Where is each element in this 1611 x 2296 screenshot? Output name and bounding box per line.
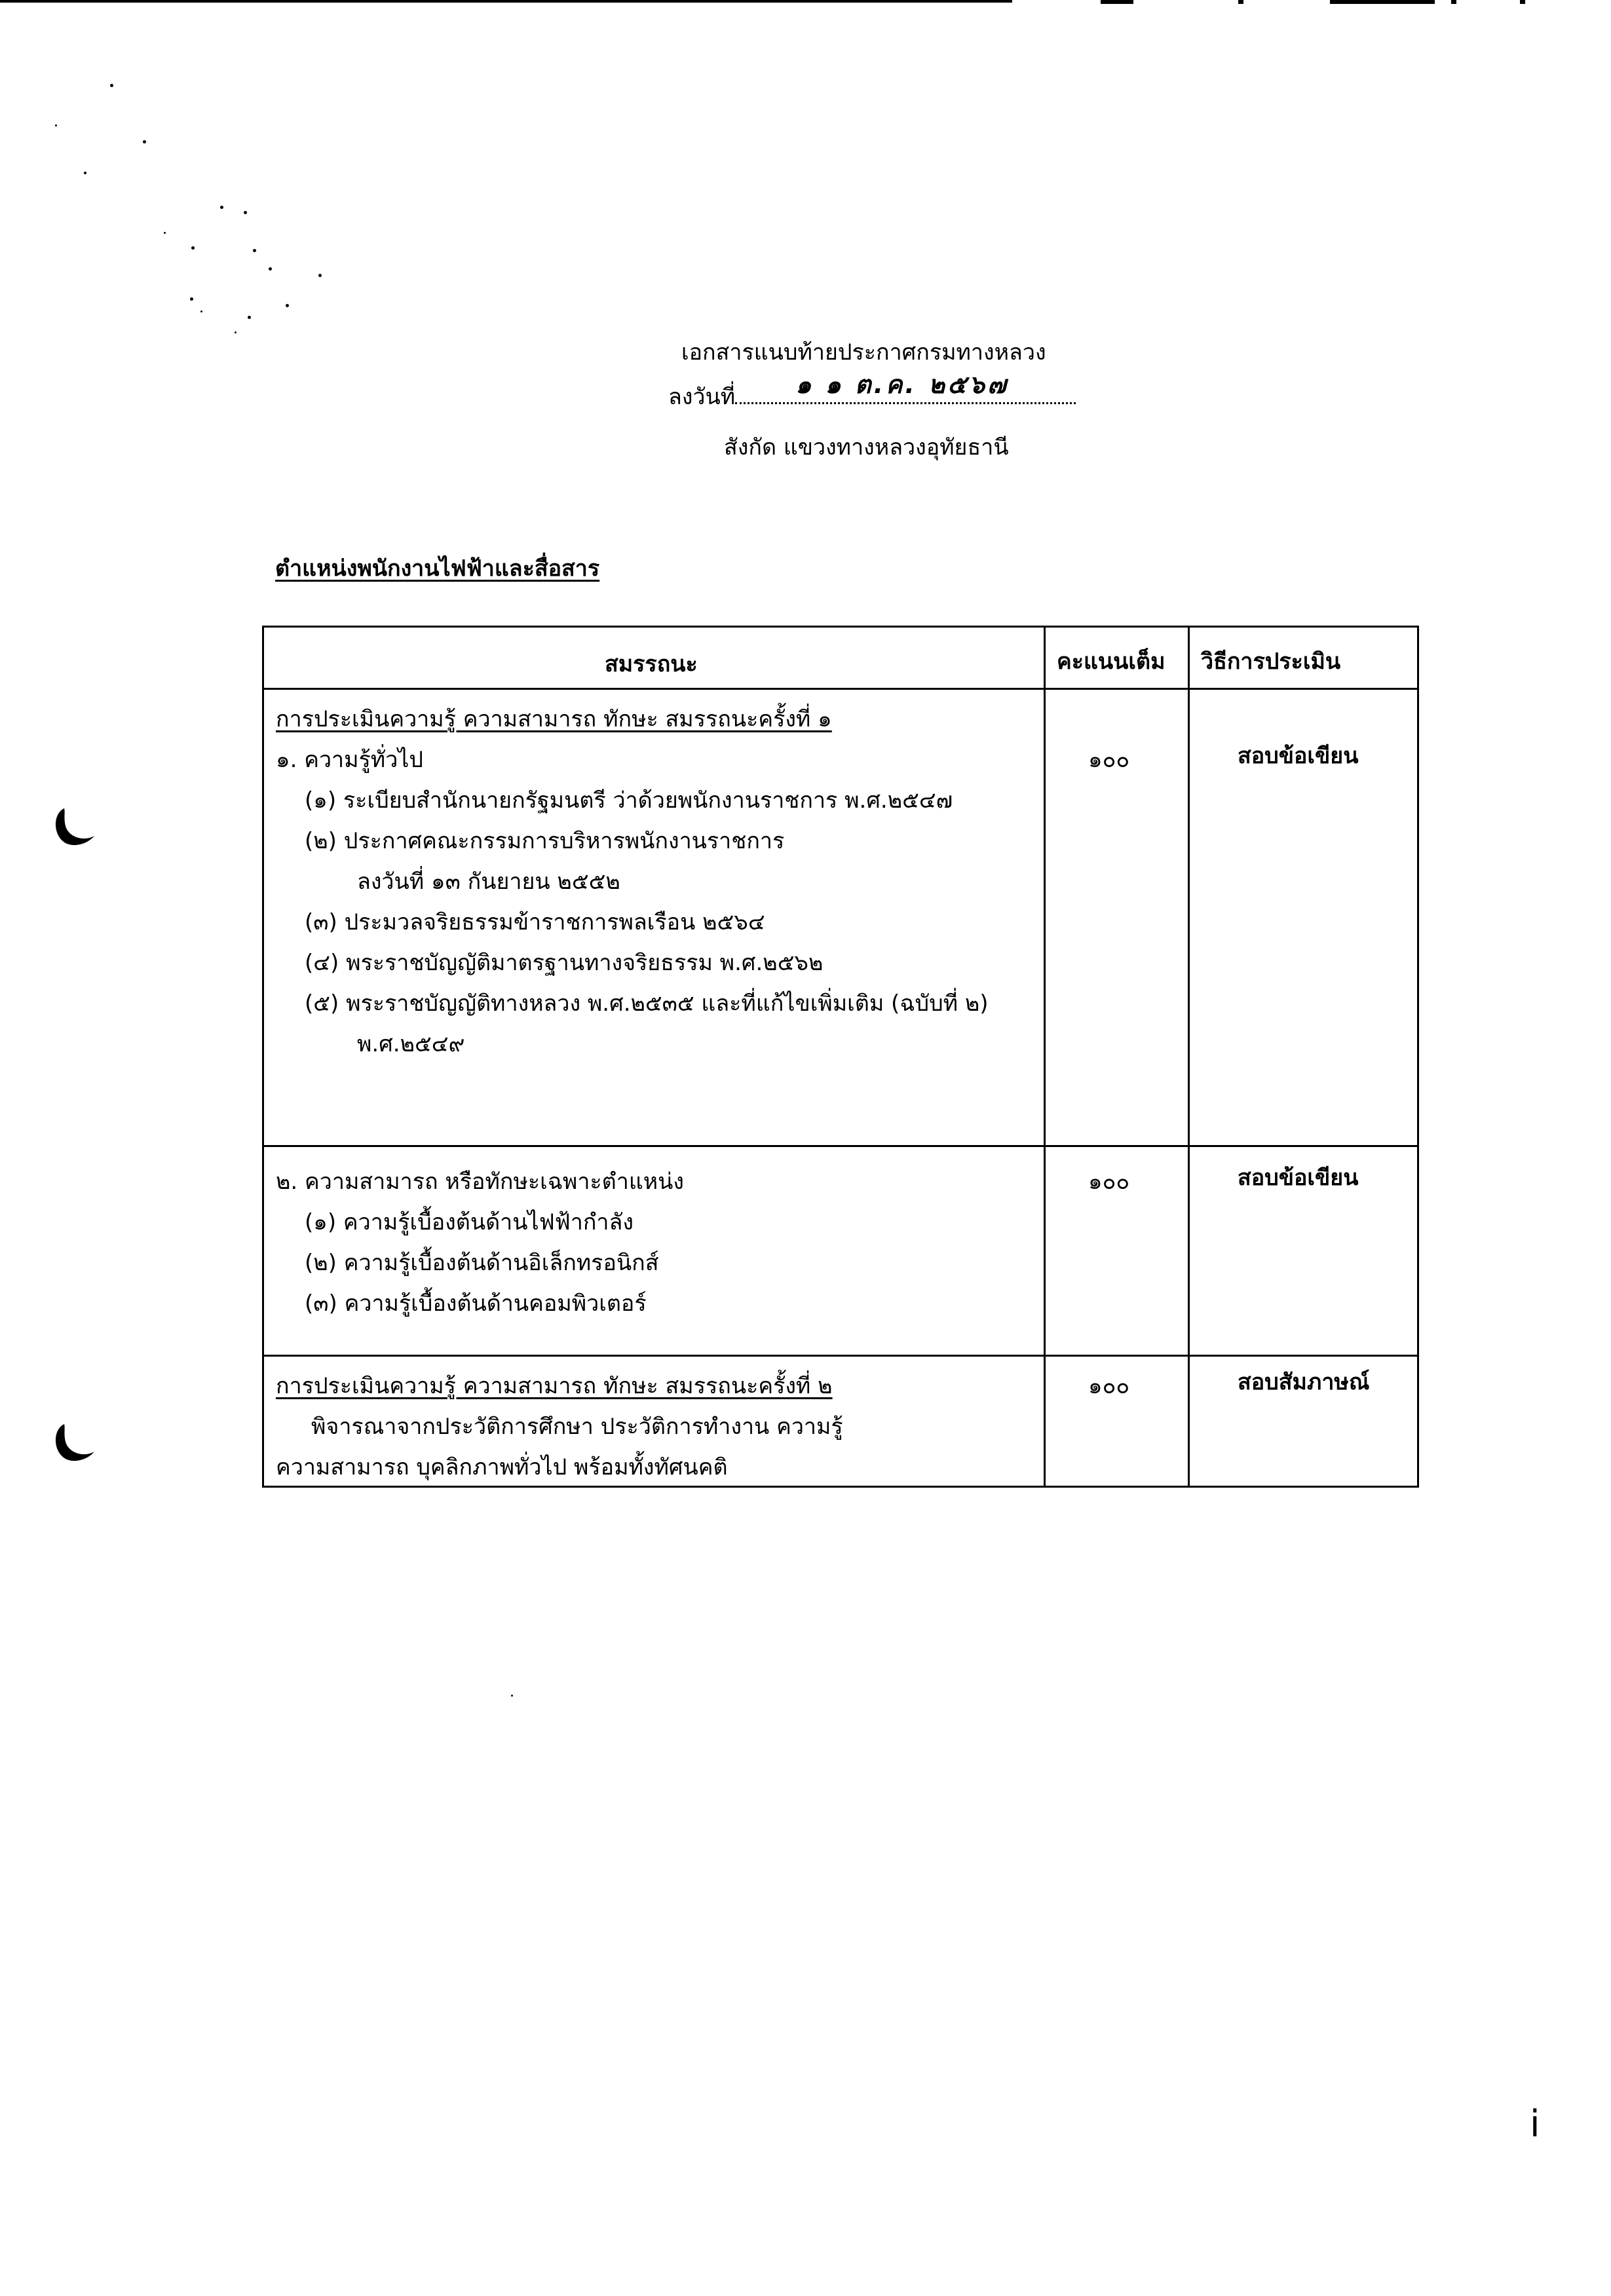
section1-title: ๑. ความรู้ทั่วไป — [276, 747, 423, 773]
document-agency: สังกัด แขวงทางหลวงอุทัยธานี — [724, 434, 1009, 461]
round2-heading: การประเมินความรู้ ความสามารถ ทักษะ สมรรถนะครั้งที่ ๒ — [276, 1373, 833, 1399]
row-divider — [264, 1355, 1417, 1357]
document-title: เอกสารแนบท้ายประกาศกรมทางหลวง — [681, 339, 1046, 366]
header-full-score: คะแนนเต็ม — [1057, 649, 1166, 675]
round2-method: สอบสัมภาษณ์ — [1238, 1369, 1370, 1395]
round2-score: ๑๐๐ — [1088, 1373, 1130, 1399]
scan-mark — [1451, 0, 1456, 4]
column-divider — [1188, 628, 1190, 1486]
section1-item: (๓) ประมวลจริยธรรมข้าราชการพลเรือน ๒๕๖๔ — [305, 909, 765, 935]
section1-item-continuation: ลงวันที่ ๑๓ กันยายน ๒๕๕๒ — [357, 869, 620, 895]
section1-score: ๑๐๐ — [1088, 747, 1130, 773]
punch-hole-mark — [51, 807, 97, 848]
section1-method: สอบข้อเขียน — [1238, 743, 1359, 769]
scan-mark — [1520, 0, 1525, 4]
scan-mark — [1238, 0, 1243, 4]
header-competency: สมรรถนะ — [605, 651, 698, 677]
round2-description: ความสามารถ บุคลิกภาพทั่วไป พร้อมทั้งทัศนคติ — [276, 1454, 728, 1480]
scan-mark — [1101, 0, 1133, 4]
section2-method: สอบข้อเขียน — [1238, 1165, 1359, 1191]
scan-top-border — [0, 0, 1012, 3]
document-date — [668, 370, 1076, 414]
section2-item: (๑) ความรู้เบื้องต้นด้านไฟฟ้ากำลัง — [305, 1209, 634, 1235]
date-label: ลงวันที่ — [668, 384, 736, 410]
section1-item-continuation: พ.ศ.๒๕๔๙ — [357, 1031, 465, 1057]
header-method: วิธีการประเมิน — [1201, 649, 1341, 675]
date-field — [735, 370, 1076, 404]
section1-item: (๕) พระราชบัญญัติทางหลวง พ.ศ.๒๕๓๕ และที่แก้ไขเพิ่มเติม (ฉบับที่ ๒) — [305, 990, 989, 1017]
page-mark: i — [1530, 2103, 1540, 2145]
row-divider — [264, 1145, 1417, 1147]
competency-table — [262, 626, 1419, 1488]
handwritten-date: ๑ ๑ ต.ค. ๒๕๖๗ — [795, 370, 1009, 399]
section1-item: (๑) ระเบียบสำนักนายกรัฐมนตรี ว่าด้วยพนักงานราชการ พ.ศ.๒๕๔๗ — [305, 787, 953, 814]
round2-description: พิจารณาจากประวัติการศึกษา ประวัติการทำงาน ความรู้ — [311, 1414, 843, 1440]
round1-heading: การประเมินความรู้ ความสามารถ ทักษะ สมรรถนะครั้งที่ ๑ — [276, 706, 832, 732]
section2-item: (๒) ความรู้เบื้องต้นด้านอิเล็กทรอนิกส์ — [305, 1250, 659, 1276]
section1-item: (๔) พระราชบัญญัติมาตรฐานทางจริยธรรม พ.ศ.๒๕๖๒ — [305, 950, 824, 976]
section2-score: ๑๐๐ — [1088, 1169, 1130, 1195]
section1-item: (๒) ประกาศคณะกรรมการบริหารพนักงานราชการ — [305, 828, 785, 854]
section2-item: (๓) ความรู้เบื้องต้นด้านคอมพิวเตอร์ — [305, 1290, 647, 1317]
column-divider — [1044, 628, 1046, 1486]
punch-hole-mark — [51, 1423, 97, 1463]
section2-title: ๒. ความสามารถ หรือทักษะเฉพาะตำแหน่ง — [276, 1169, 685, 1195]
scan-mark — [1330, 0, 1435, 4]
header-divider — [264, 688, 1417, 690]
position-title: ตำแหน่งพนักงานไฟฟ้าและสื่อสาร — [275, 555, 600, 582]
